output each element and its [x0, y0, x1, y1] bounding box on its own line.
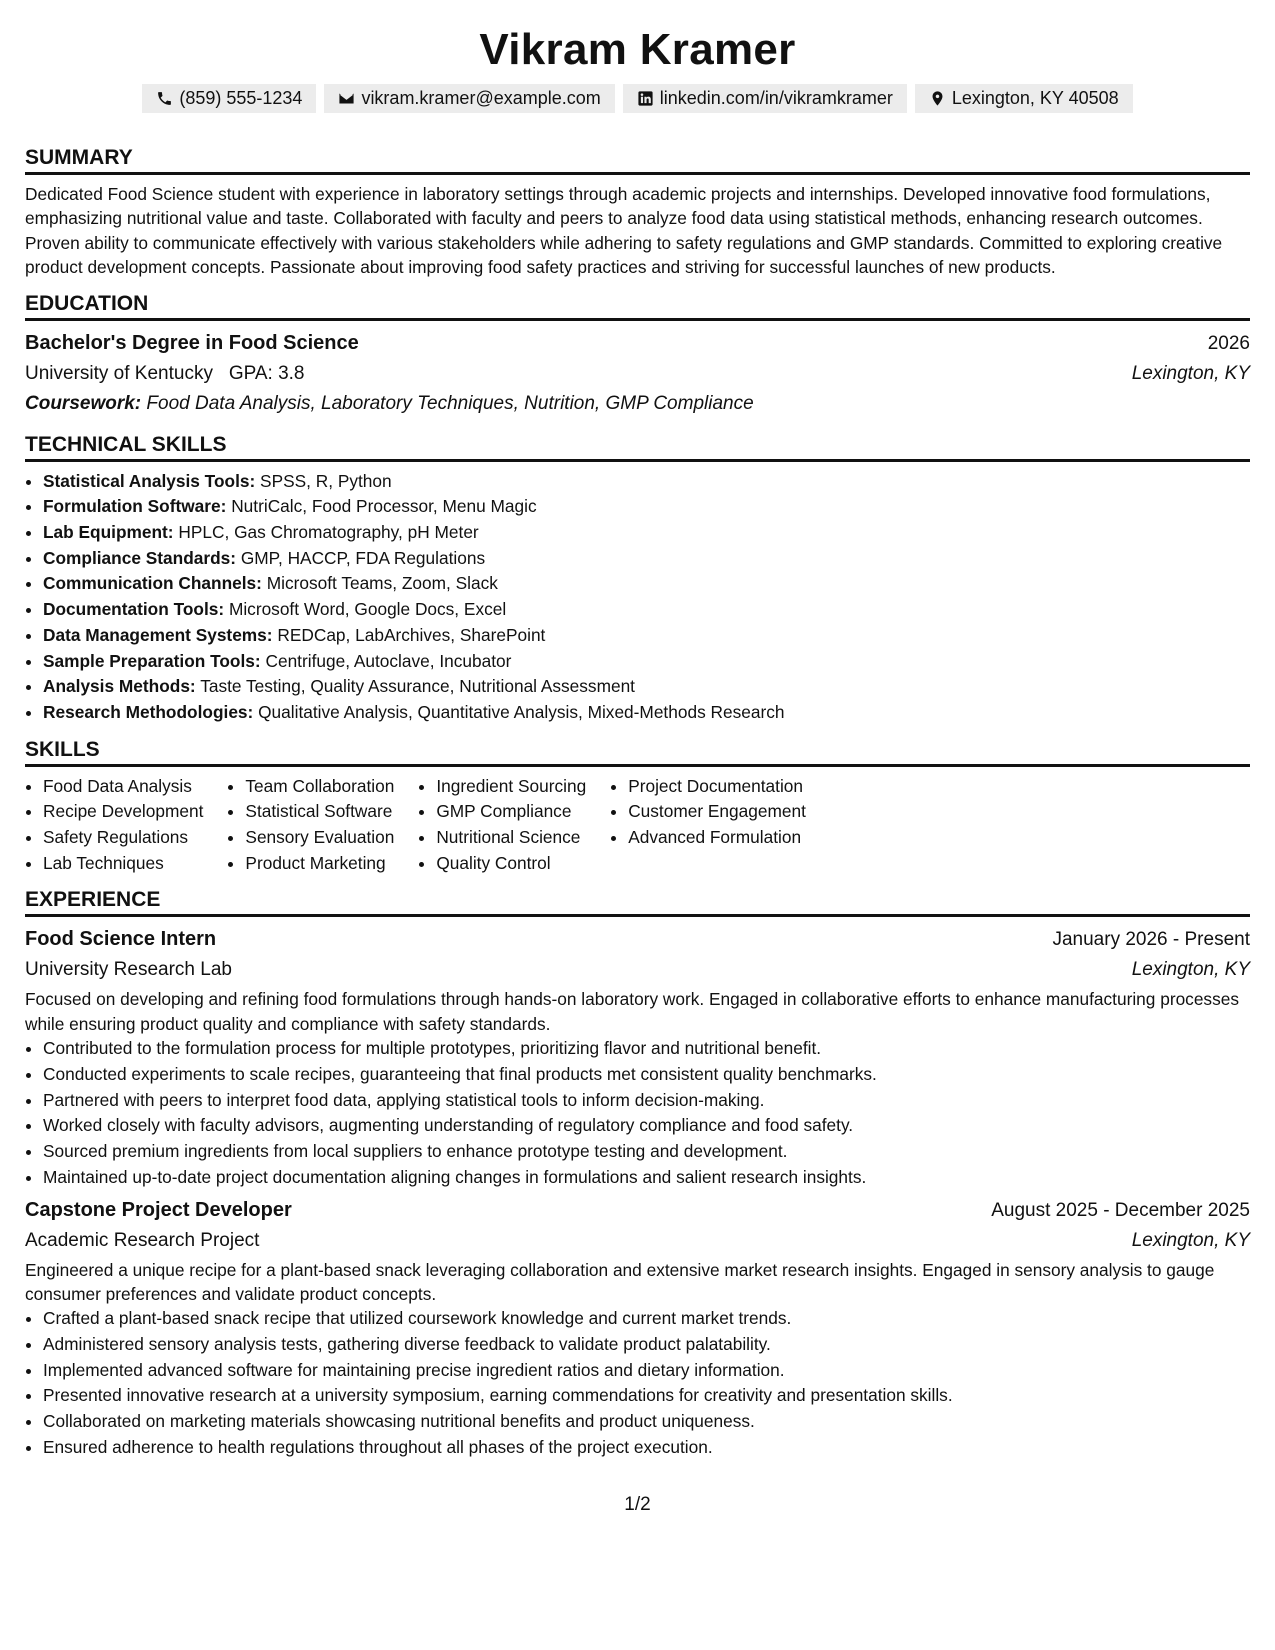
skill-category-label: Formulation Software: — [43, 496, 227, 517]
coursework-line — [25, 389, 1250, 419]
list-item: • Lab Techniques — [43, 851, 203, 877]
list-item — [43, 494, 1250, 520]
skill-category-value: HPLC, Gas Chromatography, pH Meter — [178, 522, 479, 543]
job-organization: University Research Lab — [25, 959, 232, 981]
technical-skills-list — [25, 469, 1250, 726]
page-number: 1/2 — [624, 1494, 651, 1515]
skill-category-label: Statistical Analysis Tools: — [43, 470, 256, 491]
section-divider — [25, 914, 1250, 917]
degree: Bachelor's Degree in Food Science — [25, 331, 359, 354]
skill-category-value: SPSS, R, Python — [260, 470, 392, 491]
list-item: • Team Collaboration — [245, 774, 394, 800]
list-item — [43, 674, 1250, 700]
list-item: • Quality Control — [436, 851, 586, 877]
skill-category-label: Data Management Systems: — [43, 624, 273, 645]
contact-linkedin[interactable] — [623, 84, 907, 113]
list-item — [43, 520, 1250, 546]
job-sub-row — [25, 955, 1250, 985]
skill-category-value: REDCap, LabArchives, SharePoint — [277, 624, 546, 645]
list-item: • Worked closely with faculty advisors, augmenting understanding of regulatory compliance and food safety. — [43, 1113, 1250, 1139]
resume-body — [25, 144, 1250, 1467]
map-pin-icon — [929, 90, 946, 107]
contact-email[interactable] — [324, 84, 614, 113]
job-header-row — [25, 1195, 1250, 1226]
job-sub-row — [25, 1226, 1250, 1256]
list-item: • Contributed to the formulation process for multiple prototypes, prioritizing flavor and nutritional benefit. — [43, 1036, 1250, 1062]
section-divider — [25, 172, 1250, 175]
skill-category-label: Compliance Standards: — [43, 547, 237, 568]
list-item: • Recipe Development — [43, 799, 203, 825]
list-item: • Food Data Analysis — [43, 774, 203, 800]
job-title: Food Science Intern — [25, 928, 217, 951]
list-item — [43, 700, 1250, 726]
skills-column — [610, 774, 806, 877]
list-item: • Customer Engagement — [628, 799, 806, 825]
section-title-technical-skills: TECHNICAL SKILLS — [25, 432, 227, 456]
experience-section — [25, 886, 1250, 1460]
education-section — [25, 290, 1250, 419]
section-title-education: EDUCATION — [25, 291, 149, 315]
list-item: • Ensured adherence to health regulations throughout all phases of the project execution. — [43, 1435, 1250, 1461]
contact-bar — [0, 84, 1275, 113]
job-bullets — [25, 1306, 1250, 1460]
list-item: • Sourced premium ingredients from local suppliers to enhance prototype testing and development. — [43, 1139, 1250, 1165]
candidate-name: Vikram Kramer — [479, 25, 796, 74]
section-title-experience: EXPERIENCE — [25, 888, 161, 912]
list-item: • Advanced Formulation — [628, 825, 806, 851]
list-item: • Project Documentation — [628, 774, 806, 800]
education-sub-row — [25, 359, 1250, 389]
skills-column — [418, 774, 586, 877]
skills-section — [25, 736, 1250, 877]
skill-category-label: Research Methodologies: — [43, 701, 254, 722]
skill-category-label: Sample Preparation Tools: — [43, 650, 261, 671]
job-location: Lexington, KY — [1131, 1229, 1250, 1251]
gpa: GPA: 3.8 — [228, 362, 305, 384]
list-item — [43, 597, 1250, 623]
skill-category-value: Microsoft Teams, Zoom, Slack — [266, 573, 498, 594]
job-organization: Academic Research Project — [25, 1229, 260, 1251]
section-divider — [25, 318, 1250, 321]
list-item: • Sensory Evaluation — [245, 825, 394, 851]
skill-category-value: NutriCalc, Food Processor, Menu Magic — [231, 496, 537, 517]
list-item: • Conducted experiments to scale recipes, guaranteeing that final products met consistent quality benchmarks. — [43, 1062, 1250, 1088]
list-item — [43, 649, 1250, 675]
job-bullets — [25, 1036, 1250, 1190]
job-dates: August 2025 - December 2025 — [991, 1199, 1250, 1221]
skills-grid — [25, 774, 1250, 877]
skill-category-value: Taste Testing, Quality Assurance, Nutritional Assessment — [200, 676, 635, 697]
email-link[interactable]: vikram.kramer@example.com — [361, 88, 601, 108]
school-location: Lexington, KY — [1131, 362, 1250, 384]
list-item — [43, 571, 1250, 597]
resume-header — [0, 0, 1275, 113]
list-item — [43, 469, 1250, 495]
skill-category-label: Communication Channels: — [43, 573, 262, 594]
list-item: • Safety Regulations — [43, 825, 203, 851]
job-dates: January 2026 - Present — [1052, 929, 1250, 951]
location-text: Lexington, KY 40508 — [951, 88, 1119, 108]
skill-category-value: GMP, HACCP, FDA Regulations — [240, 547, 486, 568]
list-item: • Statistical Software — [245, 799, 394, 825]
list-item: • Ingredient Sourcing — [436, 774, 586, 800]
list-item: • Product Marketing — [245, 851, 394, 877]
list-item: • Implemented advanced software for maintaining precise ingredient ratios and dietary information. — [43, 1358, 1250, 1384]
skill-category-value: Microsoft Word, Google Docs, Excel — [228, 599, 507, 620]
education-header-row — [25, 328, 1250, 359]
list-item: • Collaborated on marketing materials showcasing nutritional benefits and product uniqueness. — [43, 1409, 1250, 1435]
skill-category-label: Analysis Methods: — [43, 676, 196, 697]
school-line — [25, 359, 305, 389]
job-header-row — [25, 924, 1250, 955]
linkedin-icon — [637, 90, 654, 107]
list-item: • Partnered with peers to interpret food data, applying statistical tools to inform decision-making. — [43, 1088, 1250, 1114]
summary-text: Dedicated Food Science student with experience in laboratory settings through academic projects and internships. Developed innovative food formulations, emphasizing nutritional value and taste. Collaborated with faculty and peers to analyze food data using statistical methods, enhancing research outcomes. Proven ability to communicate effectively with various stakeholders while adhering to safety regulations and GMP standards. Committed to exploring creative product development concepts. Passionate about improving food safety practices and striving for successful launches of new products. — [25, 184, 1223, 278]
phone-text: (859) 555-1234 — [179, 88, 303, 108]
contact-location — [915, 84, 1133, 113]
coursework-list: Food Data Analysis, Laboratory Techniques, Nutrition, GMP Compliance — [146, 392, 754, 414]
list-item: • GMP Compliance — [436, 799, 586, 825]
summary-section — [25, 144, 1250, 280]
coursework-label: Coursework: — [25, 392, 142, 414]
job-title: Capstone Project Developer — [25, 1198, 292, 1221]
linkedin-link[interactable]: linkedin.com/in/vikramkramer — [659, 88, 893, 108]
skill-category-label: Documentation Tools: — [43, 599, 225, 620]
section-divider — [25, 459, 1250, 462]
list-item — [43, 623, 1250, 649]
list-item — [43, 546, 1250, 572]
list-item: • Crafted a plant-based snack recipe that utilized coursework knowledge and current market trends. — [43, 1306, 1250, 1332]
graduation-year: 2026 — [1207, 332, 1250, 354]
list-item: • Nutritional Science — [436, 825, 586, 851]
section-title-skills: SKILLS — [25, 737, 100, 761]
experience-entry — [25, 1195, 1250, 1461]
phone-icon — [156, 90, 173, 107]
skills-column — [227, 774, 394, 877]
school-name: University of Kentucky — [25, 362, 213, 384]
skill-category-value: Qualitative Analysis, Quantitative Analysis, Mixed-Methods Research — [258, 701, 785, 722]
list-item: • Administered sensory analysis tests, gathering diverse feedback to validate product palatability. — [43, 1332, 1250, 1358]
skill-category-value: Centrifuge, Autoclave, Incubator — [265, 650, 512, 671]
list-item: • Presented innovative research at a university symposium, earning commendations for creativity and presentation skills. — [43, 1383, 1250, 1409]
section-divider — [25, 764, 1250, 767]
list-item: • Maintained up-to-date project documentation aligning changes in formulations and salient research insights. — [43, 1165, 1250, 1191]
experience-entry — [25, 924, 1250, 1190]
contact-phone — [142, 84, 316, 113]
job-location: Lexington, KY — [1131, 959, 1250, 981]
technical-skills-section — [25, 431, 1250, 726]
job-summary: Engineered a unique recipe for a plant-based snack leveraging collaboration and extensive market research insights. Engaged in sensory analysis to gauge consumer preferences and validate product concepts. — [25, 1259, 1215, 1304]
section-title-summary: SUMMARY — [25, 146, 133, 169]
job-summary: Focused on developing and refining food formulations through hands-on laboratory work. Engaged in collaborative efforts to enhance manufacturing processes while ensuring product quality and compliance with safety standards. — [25, 989, 1239, 1034]
skills-column — [25, 774, 203, 877]
skill-category-label: Lab Equipment: — [43, 522, 174, 543]
envelope-icon — [338, 90, 355, 107]
